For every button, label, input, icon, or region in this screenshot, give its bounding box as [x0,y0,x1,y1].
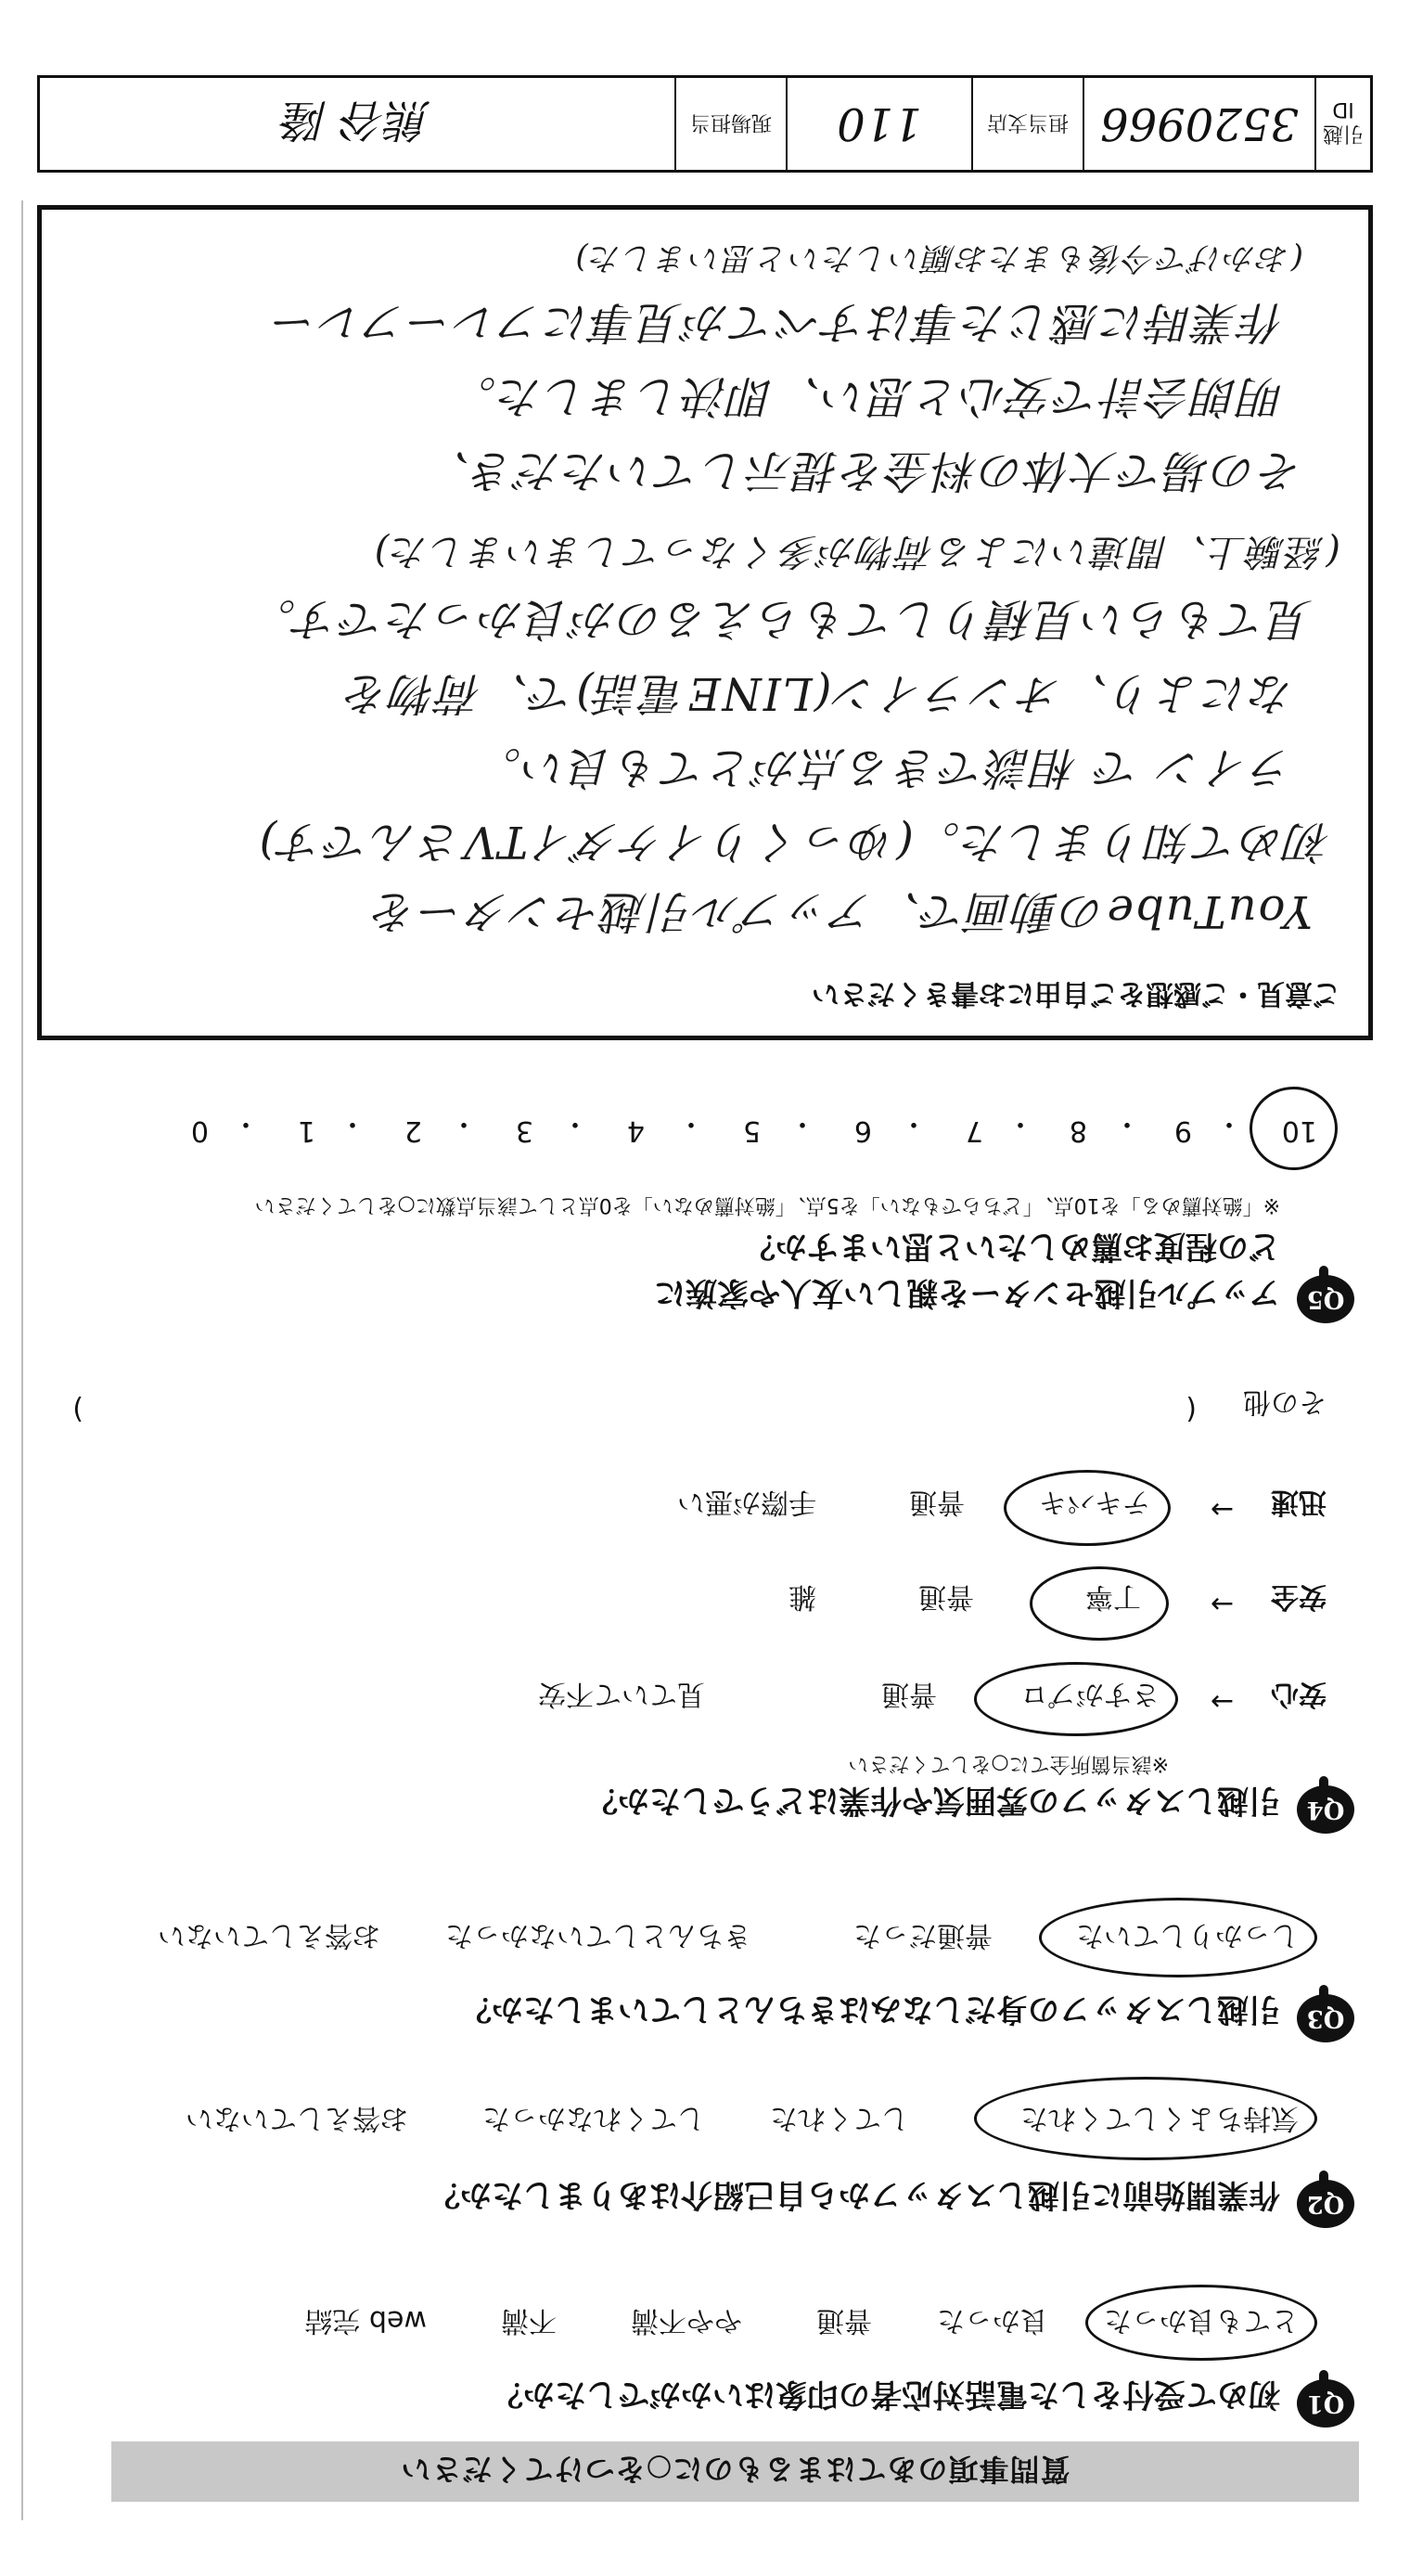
q1-option[interactable]: 普通 [816,2304,872,2337]
page-edge-rule [21,200,23,2520]
q1-option[interactable]: とても良かった [1104,2304,1299,2337]
q5-scale: 10 ・ 9 ・ 8 ・ 7 ・ 6 ・ 5 ・ 4 ・ 3 ・ 2 ・ 1 ・ 0 [190,1107,1317,1147]
q4-icon [1297,1785,1354,1834]
comment-line: 見てもらい見積りしてもらえるのが良かったです。 [249,593,1313,645]
q5-scale-point[interactable]: 2 [404,1114,422,1147]
q5-scale-point[interactable]: 7 [965,1114,983,1147]
q4-note: ※該当箇所全てに○をしてください [848,1752,1169,1775]
q3-option[interactable]: しっかりしていた [1076,1919,1299,1951]
q4-option[interactable]: 手際が悪い [677,1486,816,1518]
q4-row-label-anshin: 安心 [1271,1678,1327,1710]
arrow-icon: → [1210,1685,1234,1718]
q5-icon [1297,1275,1354,1323]
q4-anzen-circle [1030,1566,1169,1641]
header-box [37,75,1373,173]
header-id-value: 3520966 [1100,97,1299,150]
comment-box[interactable] [37,205,1373,1040]
q5-scale-point[interactable]: 10 [1281,1114,1317,1147]
q5-scale-point[interactable]: 9 [1173,1114,1192,1147]
q5-scale-point[interactable]: 5 [742,1114,761,1147]
comment-line: その場で大体の料金を提示していただき、 [423,444,1303,496]
header-branch-label: 担当支店 [987,110,1070,134]
header-id-value-cell [1083,78,1314,170]
header-branch-value-cell [786,78,971,170]
q1-icon [1297,2379,1354,2428]
comment-title: ご意見・ご感想をご自由にお書きください [812,977,1340,1010]
q2-number: Q2 [1306,2190,1345,2218]
q5-scale-point[interactable]: 8 [1069,1114,1087,1147]
header-id-label-cell [1314,78,1370,170]
q1-option[interactable]: 良かった [937,2304,1048,2337]
header-leader-label: 現場担当 [690,110,773,134]
q5-scale-point[interactable]: 1 [297,1114,315,1147]
q4-other-label: その他 [1243,1385,1327,1418]
q5-scale-point[interactable]: 4 [626,1114,645,1147]
instruction-banner: 質問事項のあてはまるものに○をつけてください [111,2441,1359,2502]
q4-row-label-anzen: 安全 [1271,1580,1327,1613]
q4-option[interactable]: さすがプロ [1020,1678,1160,1710]
q4-option[interactable]: 普通 [881,1678,937,1710]
header-id-label: 引越ID [1323,97,1365,146]
q3-option[interactable]: 普通だった [853,1919,993,1951]
q5-scale-point[interactable]: 0 [190,1114,209,1147]
q2-icon [1297,2180,1354,2228]
comment-line: 初めて知りました。(ゆっくりイケダイTVさんです) [257,816,1331,868]
comment-line: なにより、オンライン(LINE電話)で、荷物を [343,667,1294,719]
q4-row-label-jinsoku: 迅速 [1271,1486,1327,1518]
q4-option[interactable]: 普通 [918,1580,974,1613]
q3-number: Q3 [1306,2004,1345,2032]
q3-option[interactable]: お答えしていない [158,1919,380,1951]
q1-option[interactable]: 不満 [501,2304,557,2337]
arrow-icon: → [1210,1588,1234,1620]
q4-jinsoku-circle [1004,1470,1171,1546]
q5-question-line2: どの程度お薦めしたいと思いますか？ [744,1228,1280,1265]
q1-answer-circle [1085,2285,1317,2361]
q1-option[interactable]: やや不満 [631,2304,742,2337]
q4-option[interactable]: 見ていて不安 [538,1678,705,1710]
comment-line: YouTubeの動画で、アップル引越センターを [370,885,1313,937]
header-branch-value: 110 [837,97,922,150]
header-leader-value: 熊谷 隆 [283,94,431,146]
q4-question: 引越しスタッフの雰囲気や作業はどうでしたか？ [586,1782,1280,1819]
comment-line: (おかげで今後もまたお願いしたいと思いました) [573,239,1303,277]
q4-option[interactable]: 丁寧 [1085,1580,1141,1613]
q1-number: Q1 [1306,2389,1345,2417]
q3-answer-circle [1039,1898,1317,1977]
q4-option[interactable]: 雑 [788,1580,816,1613]
q3-icon [1297,1994,1354,2042]
comment-line: 明朗会計で安心と思い、即決しました。 [449,370,1285,422]
header-branch-label-cell [971,78,1083,170]
q1-question: 初めて受付をした電話対応者の印象はいかがでしたか？ [492,2376,1280,2413]
q2-option[interactable]: してくれた [770,2102,909,2134]
comment-line: 作業時に感じた事はすべてが見事にフレーフレー [271,296,1285,348]
q2-option[interactable]: してくれなかった [482,2102,705,2134]
q5-number: Q5 [1306,1285,1345,1313]
header-leader-value-cell [40,78,674,170]
q3-option[interactable]: きちんとしていなかった [445,1919,751,1951]
q1-option[interactable]: web 完結 [304,2304,427,2337]
q3-question: 引越しスタッフの身だしなみはきちんとしていましたか？ [460,1990,1280,2028]
arrow-icon: → [1210,1493,1234,1526]
q2-question: 作業開始前に引越しスタッフから自己紹介はありましたか？ [429,2176,1280,2213]
q2-option[interactable]: お答えしていない [186,2102,408,2134]
paren-open: ( [1186,1393,1197,1425]
q4-option[interactable]: 普通 [909,1486,965,1518]
q2-answer-circle [974,2077,1317,2160]
header-leader-label-cell [674,78,786,170]
q5-note: ※「絶対薦める」を10点、「どちらでもない」を5点、「絶対薦めない」を0点として該当点数に○をしてください [254,1193,1280,1217]
q4-number: Q4 [1306,1796,1345,1823]
q4-option[interactable]: テキパキ [1039,1486,1150,1518]
q5-scale-point[interactable]: 3 [515,1114,533,1147]
comment-line: (経験上、間違いによる荷物が多くなってしまいました) [372,530,1340,573]
q5-scale-point[interactable]: 6 [853,1114,872,1147]
q4-anshin-circle [974,1662,1178,1736]
q5-question-line1: アップル引越センターを親しい友人や家族に [654,1274,1280,1311]
q2-option[interactable]: 気持ちよくしてくれた [1020,2102,1299,2134]
comment-line: ライン で 相談できる点がとても良い。 [474,741,1294,793]
paren-close[interactable]: ) [72,1393,83,1425]
q5-answer-circle [1250,1087,1338,1170]
